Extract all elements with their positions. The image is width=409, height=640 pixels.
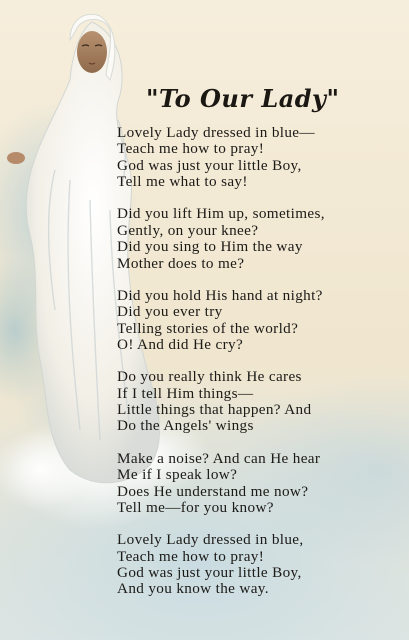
stanza-3 (117, 288, 325, 354)
face (77, 31, 107, 73)
poem-line: Mother does to me? (117, 254, 245, 272)
poem-line: Teach me how to pray! (117, 140, 265, 158)
poem-line: Make a noise? And can He hear (117, 449, 321, 467)
poem-line: Tell me—for you know? (117, 498, 274, 516)
poem-line: Did you ever try (117, 303, 223, 321)
poem-line: Did you sing to Him the way (117, 238, 303, 256)
poem-line: Tell me what to say! (117, 173, 248, 191)
stanza-2 (117, 206, 325, 272)
poem-line: If I tell Him things— (117, 384, 254, 402)
poem-line: And you know the way. (117, 580, 269, 598)
poem-line: Do you really think He cares (117, 368, 302, 386)
stanza-6 (117, 532, 325, 598)
poem-line: Do the Angels' wings (117, 417, 254, 435)
poem-line: O! And did He cry? (117, 336, 244, 354)
poem-line: Did you hold His hand at night? (117, 286, 323, 304)
poem-line: God was just your little Boy, (117, 156, 302, 174)
poem-line: Teach me how to pray! (117, 547, 265, 565)
poem-line: Did you lift Him up, sometimes, (117, 205, 325, 223)
poem-line: Little things that happen? And (117, 401, 312, 419)
poem-line: Gently, on your knee? (117, 221, 259, 239)
poem-line: Lovely Lady dressed in blue— (117, 124, 315, 141)
poem-title: "To Our Lady" (146, 84, 340, 113)
poem-line: God was just your little Boy, (117, 563, 302, 581)
poem-body (117, 125, 325, 614)
hand (7, 152, 25, 164)
poem-line: Me if I speak low? (117, 466, 238, 484)
stanza-1 (117, 125, 325, 191)
poem-line: Lovely Lady dressed in blue, (117, 531, 304, 549)
stanza-4 (117, 369, 325, 435)
poem-line: Telling stories of the world? (117, 319, 299, 337)
stanza-5 (117, 451, 325, 517)
poem-line: Does He understand me now? (117, 482, 309, 500)
